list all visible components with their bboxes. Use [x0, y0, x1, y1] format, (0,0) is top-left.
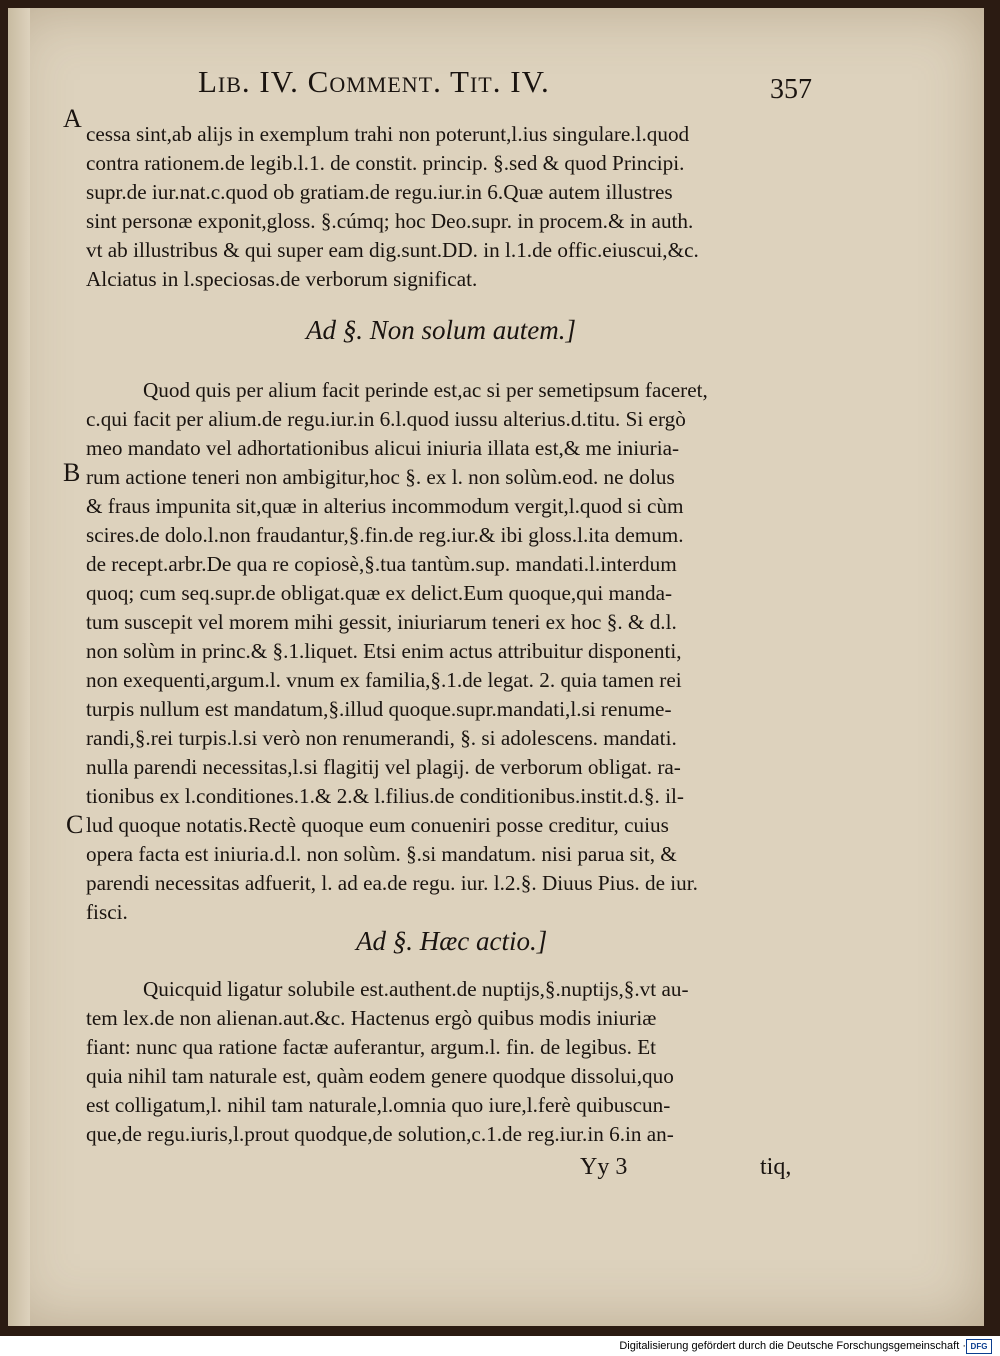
text-line: est colligatum,l. nihil tam naturale,l.omnia quo iure,l.ferè quibuscun-: [86, 1093, 671, 1117]
catchword: tiq,: [760, 1154, 792, 1180]
text-line: parendi necessitas adfuerit, l. ad ea.de regu. iur. l.2.§. Diuus Pius. de iur.: [86, 871, 698, 895]
text-line: lud quoque notatis.Rectè quoque eum conueniri posse creditur, cuius: [86, 813, 669, 837]
signature-mark: Yy 3: [580, 1154, 628, 1180]
text-line: de recept.arbr.De qua re copiosè,§.tua tantùm.sup. mandati.l.interdum: [86, 552, 677, 576]
text-line: contra rationem.de legib.l.1. de constit. princip. §.sed & quod Principi.: [86, 151, 685, 175]
paragraph-commentary-opening: [86, 120, 810, 294]
text-line: cessa sint,ab alijs in exemplum trahi non poterunt,l.ius singulare.l.quod: [86, 122, 690, 146]
text-line: turpis nullum est mandatum,§.illud quoque.supr.mandati,l.si renume-: [86, 697, 672, 721]
text-line: c.qui facit per alium.de regu.iur.in 6.l.quod iussu alterius.d.titu. Si ergò: [86, 407, 686, 431]
page-gutter-shadow: [8, 8, 30, 1326]
text-line: fiant: nunc qua ratione factæ auferantur, argum.l. fin. de legibus. Et: [86, 1035, 657, 1059]
section-heading-haec-actio: Ad §. Hæc actio.]: [356, 926, 548, 956]
text-line: nulla parendi necessitas,l.si flagitij vel plagij. de verborum obligat. ra-: [86, 755, 681, 779]
text-line: quia nihil tam naturale est, quàm eodem genere quodque dissolui,quo: [86, 1064, 674, 1088]
margin-letter-a: A: [63, 104, 82, 133]
text-line: Quicquid ligatur solubile est.authent.de nuptijs,§.nuptijs,§.vt au-: [143, 977, 689, 1001]
text-line: opera facta est iniuria.d.l. non solùm. §.si mandatum. nisi parua sit, &: [86, 842, 677, 866]
paragraph-non-solum: [86, 376, 810, 927]
text-line: tem lex.de non alienan.aut.&c. Hactenus ergò quibus modis iniuriæ: [86, 1006, 657, 1030]
text-line: rum actione teneri non ambigitur,hoc §. ex l. non solùm.eod. ne dolus: [86, 465, 675, 489]
text-line: Alciatus in l.speciosas.de verborum significat.: [86, 267, 478, 291]
text-line: Quod quis per alium facit perinde est,ac si per semetipsum faceret,: [143, 378, 708, 402]
text-line: non exequenti,argum.l. vnum ex familia,§.1.de legat. 2. quia tamen rei: [86, 668, 682, 692]
text-line: tum suscepit vel morem mihi gessit, iniuriarum teneri ex hoc §. & d.l.: [86, 610, 677, 634]
running-head: Lib. IV. Comment. Tit. IV.: [198, 64, 550, 99]
book-page: [8, 8, 984, 1326]
text-line: scires.de dolo.l.non fraudantur,§.fin.de reg.iur.& ibi gloss.l.ita demum.: [86, 523, 684, 547]
text-line: non solùm in princ.& §.1.liquet. Etsi enim actus attribuitur disponenti,: [86, 639, 682, 663]
text-line: fisci.: [86, 900, 128, 924]
margin-letter-b: B: [63, 458, 81, 487]
digitization-credit: Digitalisierung gefördert durch die Deutsche Forschungsgemeinschaft ·: [619, 1340, 966, 1352]
text-line: randi,§.rei turpis.l.si verò non renumerandi, §. si adolescens. mandati.: [86, 726, 677, 750]
page-footer-marks: [8, 1154, 984, 1188]
dfg-logo: DFG: [966, 1339, 992, 1354]
margin-letter-c: C: [66, 810, 84, 839]
text-line: supr.de iur.nat.c.quod ob gratiam.de regu.iur.in 6.Quæ autem illustres: [86, 180, 673, 204]
text-line: meo mandato vel adhortationibus alicui iniuria illata est,& me iniuria-: [86, 436, 680, 460]
text-line: sint personæ exponit,gloss. §.cúmq; hoc Deo.supr. in procem.& in auth.: [86, 209, 694, 233]
text-line: tionibus ex l.conditiones.1.& 2.& l.filius.de conditionibus.instit.d.§. il-: [86, 784, 684, 808]
text-line: vt ab illustribus & qui super eam dig.sunt.DD. in l.1.de offic.eiuscui,&c.: [86, 238, 699, 262]
section-heading-non-solum: Ad §. Non solum autem.]: [306, 315, 576, 345]
paragraph-haec-actio: [86, 975, 810, 1149]
text-line: & fraus impunita sit,quæ in alterius incommodum vergit,l.quod si cùm: [86, 494, 684, 518]
text-line: que,de regu.iuris,l.prout quodque,de solution,c.1.de reg.iur.in 6.in an-: [86, 1122, 674, 1146]
text-line: quoq; cum seq.supr.de obligat.quæ ex delict.Eum quoque,qui manda-: [86, 581, 673, 605]
page-number: 357: [770, 74, 812, 105]
